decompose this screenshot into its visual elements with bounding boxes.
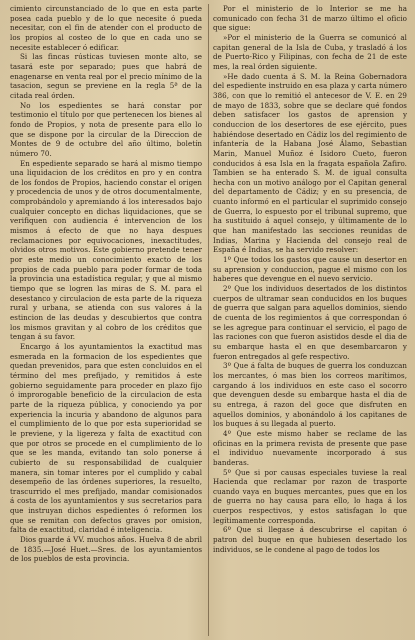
right-column — [213, 4, 407, 636]
left-column-paragraph: cimiento circunstanciado de lo que en esta parte posea cada pueblo y de lo que necesite ó pueda necesitar, con el fin de atender con el producto de los propios al costeo de lo que en cada uno se necesite establecer ó edificar. — [10, 4, 203, 52]
column-divider — [208, 4, 209, 636]
left-column-paragraph: No los espedientes se hará constar por testimonio el título por que pertenecen los bienes al fondo de Propios, y nota de presente para ello lo que se dispone por la circular de la Direccion de Montes de 9 de octubre del año último, boletín número 70. — [10, 100, 203, 158]
right-column-paragraph: Por el ministerio de lo Interior se me ha comunicado con fecha 31 de marzo último el oficio que sigue: — [213, 4, 407, 33]
left-column-paragraph: Encargo á los ayuntamientos la exactitud mas esmerada en la formacion de los espedientes que quedan prevenidos, para que esten concluidos en el término del mes prefijado, y remitidos á este gobierno seguidamente para proceder en plazo fijo ó improrogable beneficio de la circulacion de esta parte de la riqueza pública, y conociendo ya por experiencia la incuria y abandono de algunos para el cumplimiento de lo que por esta superioridad se le previene, y la ligereza y falta de exactitud con que por otros se procede en el cumplimiento de lo que se les manda, evitando tan solo ponerse á cubierto de su responsabilidad de cualquier manera, sin tomar interes por el cumplido y cabal desempeño de las órdenes superiores, la resuelto, trascurrido el mes prefijado, mandar comisionados á costa de los ayuntamientos y sus secretarios para que instruyan dichos espedientes ó reformen los que se remitan con defectos graves por omision, falta de exactitud, claridad é inteligencia. — [10, 341, 203, 535]
left-column-paragraph: Si las fincas rústicas tuviesen monte alto, se tasará este por separado; pues que habrá de enagenarse en venta real por el precio mínimo de la tasacion, segun se previene en la regla 5ª de la citada real órden. — [10, 52, 203, 100]
right-column-paragraph: »He dado cuenta á S. M. la Reina Gobernadora del espediente instruido en esa plaza y carta número 386, con que lo remitió el antecesor de V. E. en 29 de mayo de 1833, sobre que se declare qué fondos deben satisfacer los gastos de aprension y conduccion de los desertores de ese ejército, pues habiéndose desertado en Cádiz los del regimiento de infantería de la Habana José Álamo, Sebastian Marin, Manuel Muñoz é Isidoro Cueto, fueron conducidos á esa Isla en la fragata española Zafiro. Tambien se ha enterado S. M. de igual consulta hecha con un motivo análogo por el Capitan general del departamento de Cádiz; y en su presencia, de cuanto informó en el particular el suprimido consejo de Guerra, lo espuesto por el tribunal supremo, que ha sustituido á aquel consejo, y últimamente de lo que han manifestado las secciones reunidas de Indias, Marina y Hacienda del consejo real de España é Indias, se ha servido resolver: — [213, 71, 407, 255]
right-column-paragraph: 5º Que si por causas especiales tuviese la real Hacienda que reclamar por razon de trasporte cuando vaya en buques mercantes, pues que en los de guerra no hay causa para ello, lo haga á los cuerpos respectivos, y estos satisfagan lo que legítimamente corresponda. — [213, 467, 407, 525]
right-column-paragraph: 6º Que si llegase á descubrirse el capitan ó patron del buque en que hubiesen desertado los individuos, se le condene al pago de todos los — [213, 525, 407, 554]
two-column-layout — [10, 4, 407, 636]
left-column-paragraph: En espediente separado se hará al mismo tiempo una liquidacion de los créditos en pro y en contra de los fondos de Propios, haciendo constar el origen y procedencia de unos y de otros documentalmente, comprobándolo y apremiando á los interesados bajo cualquier concepto en dichas liquidaciones, que se verifiquen con audiencia é intervencion de los mismos á efecto de que no haya despues reclamaciones por equivocaciones, inexactitudes, olvidos otros motivos. Este gobierno pretende tener por este medio un conocimiento exacto de los propios de cada pueblo para poder formar de toda la provincia una estadística regular, y que al mismo tiempo que se logren las miras de S. M. para el desestanco y circulacion de esta parte de la riqueza rural y urbana, se atienda con sus valores á la estincion de las deudas y descubiertos que contra los mismos gravitan y al cobro de los créditos que tengan á su favor. — [10, 158, 203, 342]
left-column — [10, 4, 202, 636]
right-column-paragraph: »Por el ministerio de la Guerra se comunicó al capitan general de la Isla de Cuba, y trasladó á los de Puerto-Rico y Filipinas, con fecha de 21 de este mes, la real órden siguiente. — [213, 32, 407, 71]
left-column-paragraph: Dios guarde á VV. muchos años. Huelva 8 de abril de 1835.—José Huet.—Sres. de los ayuntamientos de los pueblos de esta provincia. — [10, 535, 203, 564]
right-column-paragraph: 2º Que los individuos desertados de los distintos cuerpos de ultramar sean conducidos en los buques de guerra que salgan para aquellos dominios, siendo de cuenta de los regimientos á que correspondan ó se les agregue para continuar el servicio, el pago de las raciones con que fueron asistidos desde el dia de su embarque hasta el en que desembarcaron y fueron entregados al gefe respectivo. — [213, 284, 407, 361]
right-column-paragraph: 4º Que este mismo haber se reclame de las oficinas en la primera revista de presente que pase el individuo nuevamente incorporado á sus banderas. — [213, 428, 407, 467]
right-column-paragraph: 3º Que á falta de buques de guerra los conduzcan los mercantes, ó mas bien los correos marítimos, cargando á los individuos en este caso el socorro que devenguen desde su embarque hasta el dia de su entrega, á razon del goce que disfruten en aquellos dominios, y abonándolo á los capitanes de los buques á su llegada al puerto. — [213, 361, 407, 429]
right-column-paragraph: 1º Que todos los gastos que cause un desertor en su aprension y conduccion, pague el mismo con los haberes que devengue en el nuevo servicio. — [213, 255, 407, 284]
